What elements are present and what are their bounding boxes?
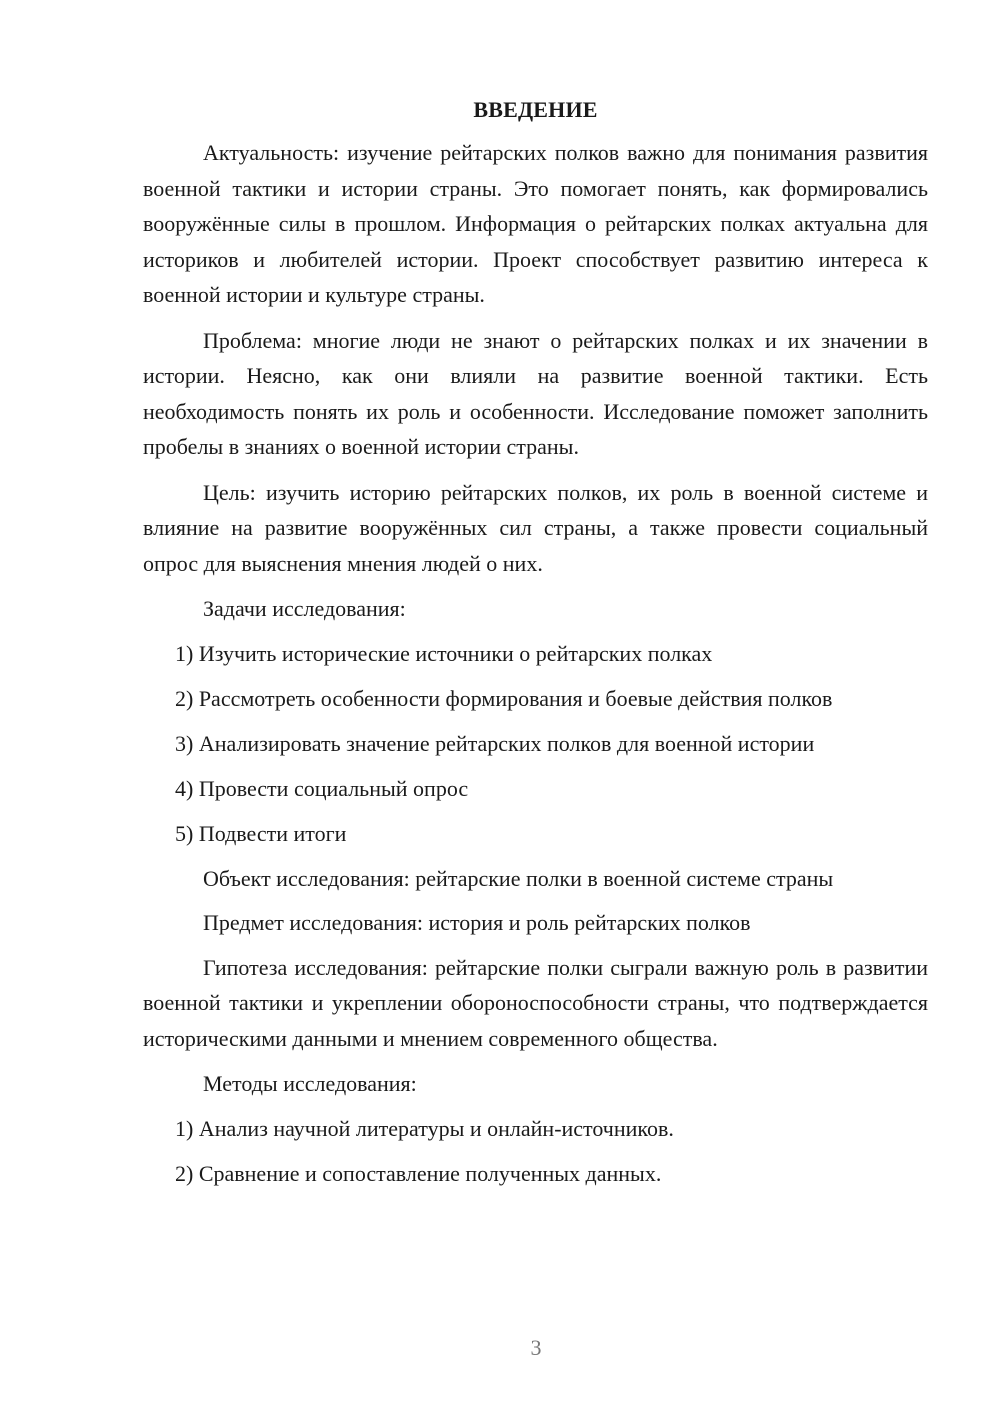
object-paragraph: Объект исследования: рейтарские полки в военной системе страны	[203, 865, 834, 891]
task-item: 5) Подвести итоги	[175, 820, 347, 846]
task-item: 4) Провести социальный опрос	[175, 775, 469, 801]
hypothesis-paragraph: Гипотеза исследования: рейтарские полки сыграли важную роль в развитии военной тактики и укреплении обороноспособности страны, что подтверждается историческими данными и мнением современного общества.	[143, 954, 928, 1051]
tasks-heading: Задачи исследования:	[203, 596, 406, 621]
document-page	[143, 96, 928, 1201]
task-item: 1) Изучить исторические источники о рейтарских полках	[175, 640, 713, 666]
page-number: 3	[530, 1335, 542, 1360]
method-item: 2) Сравнение и сопоставление полученных данных.	[175, 1160, 662, 1186]
section-title: ВВЕДЕНИЕ	[473, 97, 598, 122]
problem-paragraph: Проблема: многие люди не знают о рейтарских полках и их значении в истории. Неясно, как они влияли на развитие военной тактики. Есть необходимость понять их роль и особенности. Исследование поможет заполнить пробелы в знаниях о военной истории страны.	[143, 327, 928, 459]
method-item: 1) Анализ научной литературы и онлайн-источников.	[175, 1115, 674, 1141]
task-item: 3) Анализировать значение рейтарских полков для военной истории	[175, 730, 815, 756]
relevance-paragraph: Актуальность: изучение рейтарских полков важно для понимания развития военной тактики и истории страны. Это помогает понять, как формировались вооружённые силы в прошлом. Информация о рейтарских полках актуальна для историков и любителей истории. Проект способствует развитию интереса к военной истории и культуре страны.	[143, 140, 928, 307]
subject-paragraph: Предмет исследования: история и роль рейтарских полков	[203, 910, 751, 935]
goal-paragraph: Цель: изучить историю рейтарских полков, их роль в военной системе и влияние на развитие вооружённых сил страны, а также провести социальный опрос для выяснения мнения людей о них.	[143, 479, 928, 576]
task-item: 2) Рассмотреть особенности формирования и боевые действия полков	[175, 685, 833, 711]
methods-heading: Методы исследования:	[203, 1071, 417, 1096]
